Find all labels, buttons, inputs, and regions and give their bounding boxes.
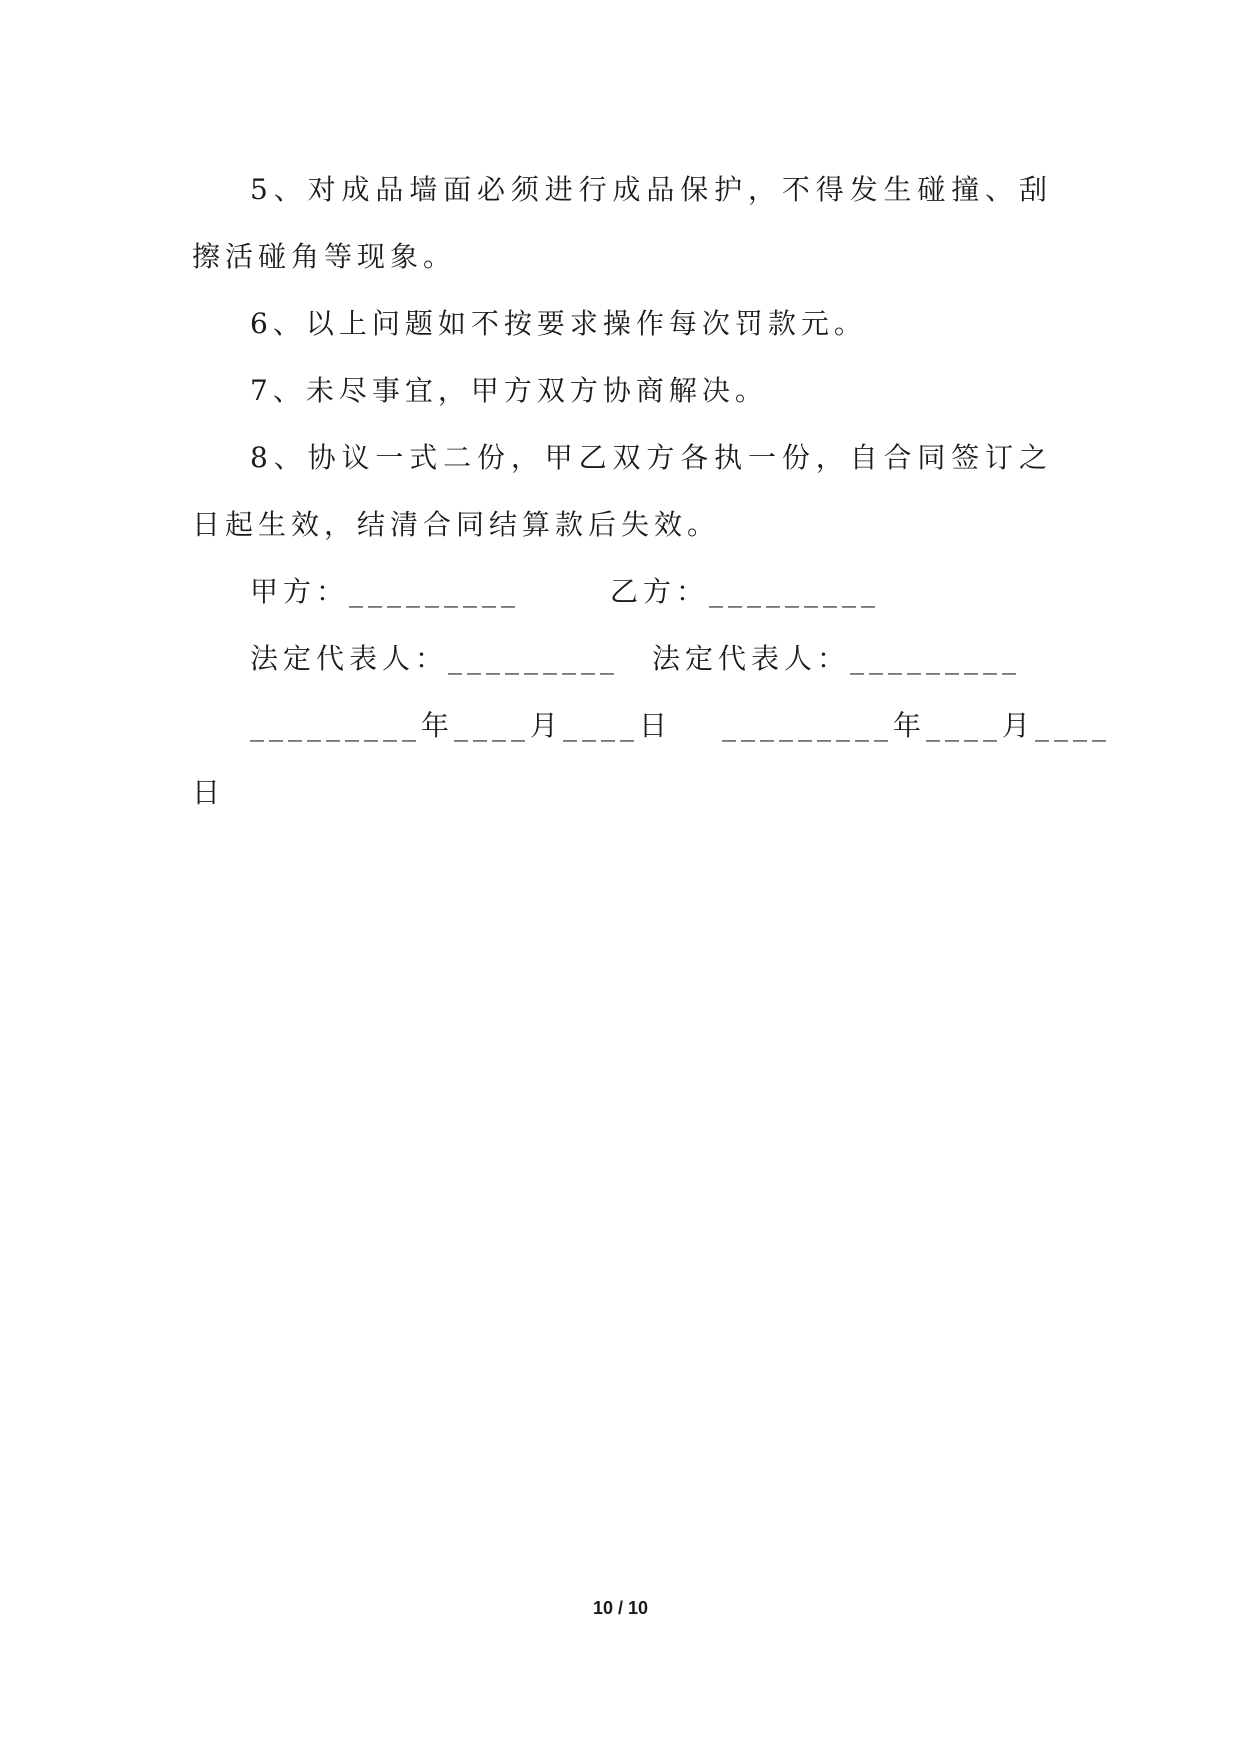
party-b-representative: 法定代表人：_________ xyxy=(652,642,1022,675)
representative-row xyxy=(192,625,1052,692)
party-b-date-tail: 日 xyxy=(192,776,226,809)
clause-6: 6、以上问题如不按要求操作每次罚款元。 xyxy=(250,307,867,340)
party-row xyxy=(192,558,1052,625)
party-a-date: _________年____月____日 xyxy=(250,709,673,742)
party-a-representative: 法定代表人：_________ xyxy=(250,642,620,675)
clause-8: 8、协议一式二份，甲乙双方各执一份，自合同签订之日起生效，结清合同结算款后失效。 xyxy=(192,441,1052,541)
party-b-signature: 乙方：_________ xyxy=(610,575,881,608)
document-body xyxy=(192,156,1112,826)
party-a-signature: 甲方：_________ xyxy=(250,575,521,608)
clause-5: 5、对成品墙面必须进行成品保护，不得发生碰撞、刮擦活碰角等现象。 xyxy=(192,173,1052,273)
page-number: 10 / 10 xyxy=(592,1598,649,1618)
party-b-date: _________年____月____ xyxy=(722,709,1112,742)
date-row xyxy=(192,692,1112,759)
clause-7: 7、未尽事宜，甲方双方协商解决。 xyxy=(250,374,768,407)
